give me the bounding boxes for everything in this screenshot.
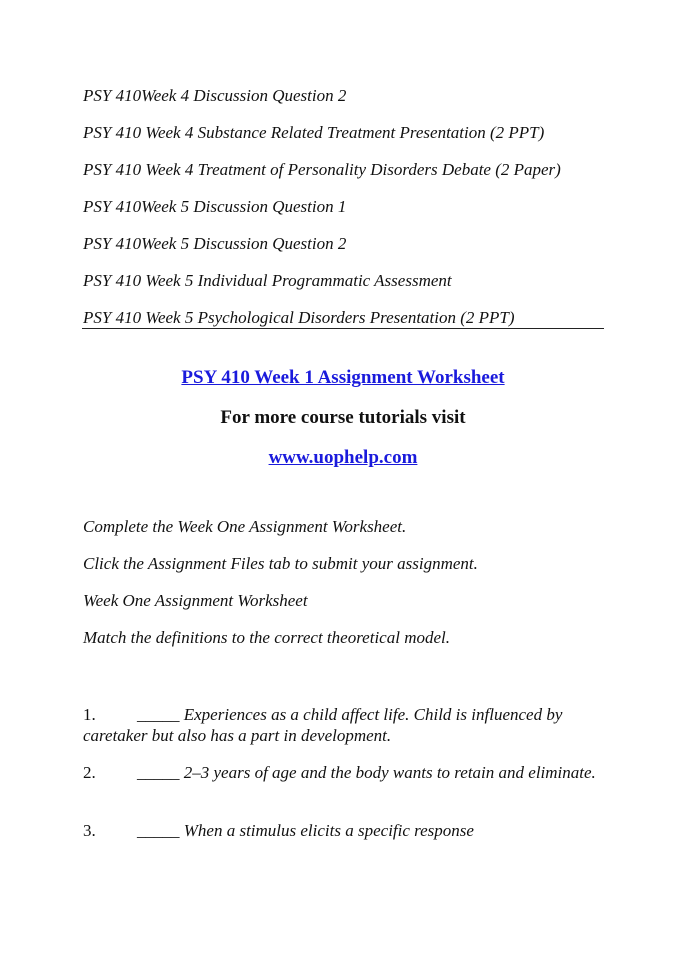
website-link[interactable]: www.uophelp.com <box>268 447 418 468</box>
course-list-item: PSY 410 Week 5 Individual Programmatic Assessment <box>83 271 452 290</box>
course-list-item: PSY 410 Week 4 Treatment of Personality Disorders Debate (2 Paper) <box>83 160 561 179</box>
course-list-item: PSY 410 Week 4 Substance Related Treatment Presentation (2 PPT) <box>83 123 545 142</box>
question-text: When a stimulus elicits a specific response <box>179 821 474 840</box>
instruction-line: Click the Assignment Files tab to submit your assignment. <box>83 554 478 573</box>
answer-blank: _____ <box>137 821 180 840</box>
tutorials-subtitle: For more course tutorials visit <box>220 407 466 428</box>
course-list-item: PSY 410Week 5 Discussion Question 2 <box>83 234 347 253</box>
instruction-line: Complete the Week One Assignment Worksheet. <box>83 517 407 536</box>
instruction-line: Week One Assignment Worksheet <box>83 591 308 610</box>
question-text: Experiences as a child affect life. Child is influenced by caretaker but also has a part in development. <box>83 705 563 745</box>
divider-rule <box>82 328 604 329</box>
instruction-line: Match the definitions to the correct theoretical model. <box>83 628 450 647</box>
question-item <box>83 762 608 783</box>
question-number: 3. <box>83 821 96 840</box>
question-item <box>83 820 608 841</box>
answer-blank: _____ <box>137 705 180 724</box>
course-list-item: PSY 410 Week 5 Psychological Disorders Presentation (2 PPT) <box>83 308 515 327</box>
question-text: 2–3 years of age and the body wants to retain and eliminate. <box>179 763 596 782</box>
course-list-item: PSY 410Week 5 Discussion Question 1 <box>83 197 347 216</box>
answer-blank: _____ <box>137 763 180 782</box>
course-list-item: PSY 410Week 4 Discussion Question 2 <box>83 86 347 105</box>
question-number: 2. <box>83 763 96 782</box>
assignment-title-link[interactable]: PSY 410 Week 1 Assignment Worksheet <box>181 367 505 388</box>
question-number: 1. <box>83 705 96 724</box>
question-item <box>83 704 608 746</box>
